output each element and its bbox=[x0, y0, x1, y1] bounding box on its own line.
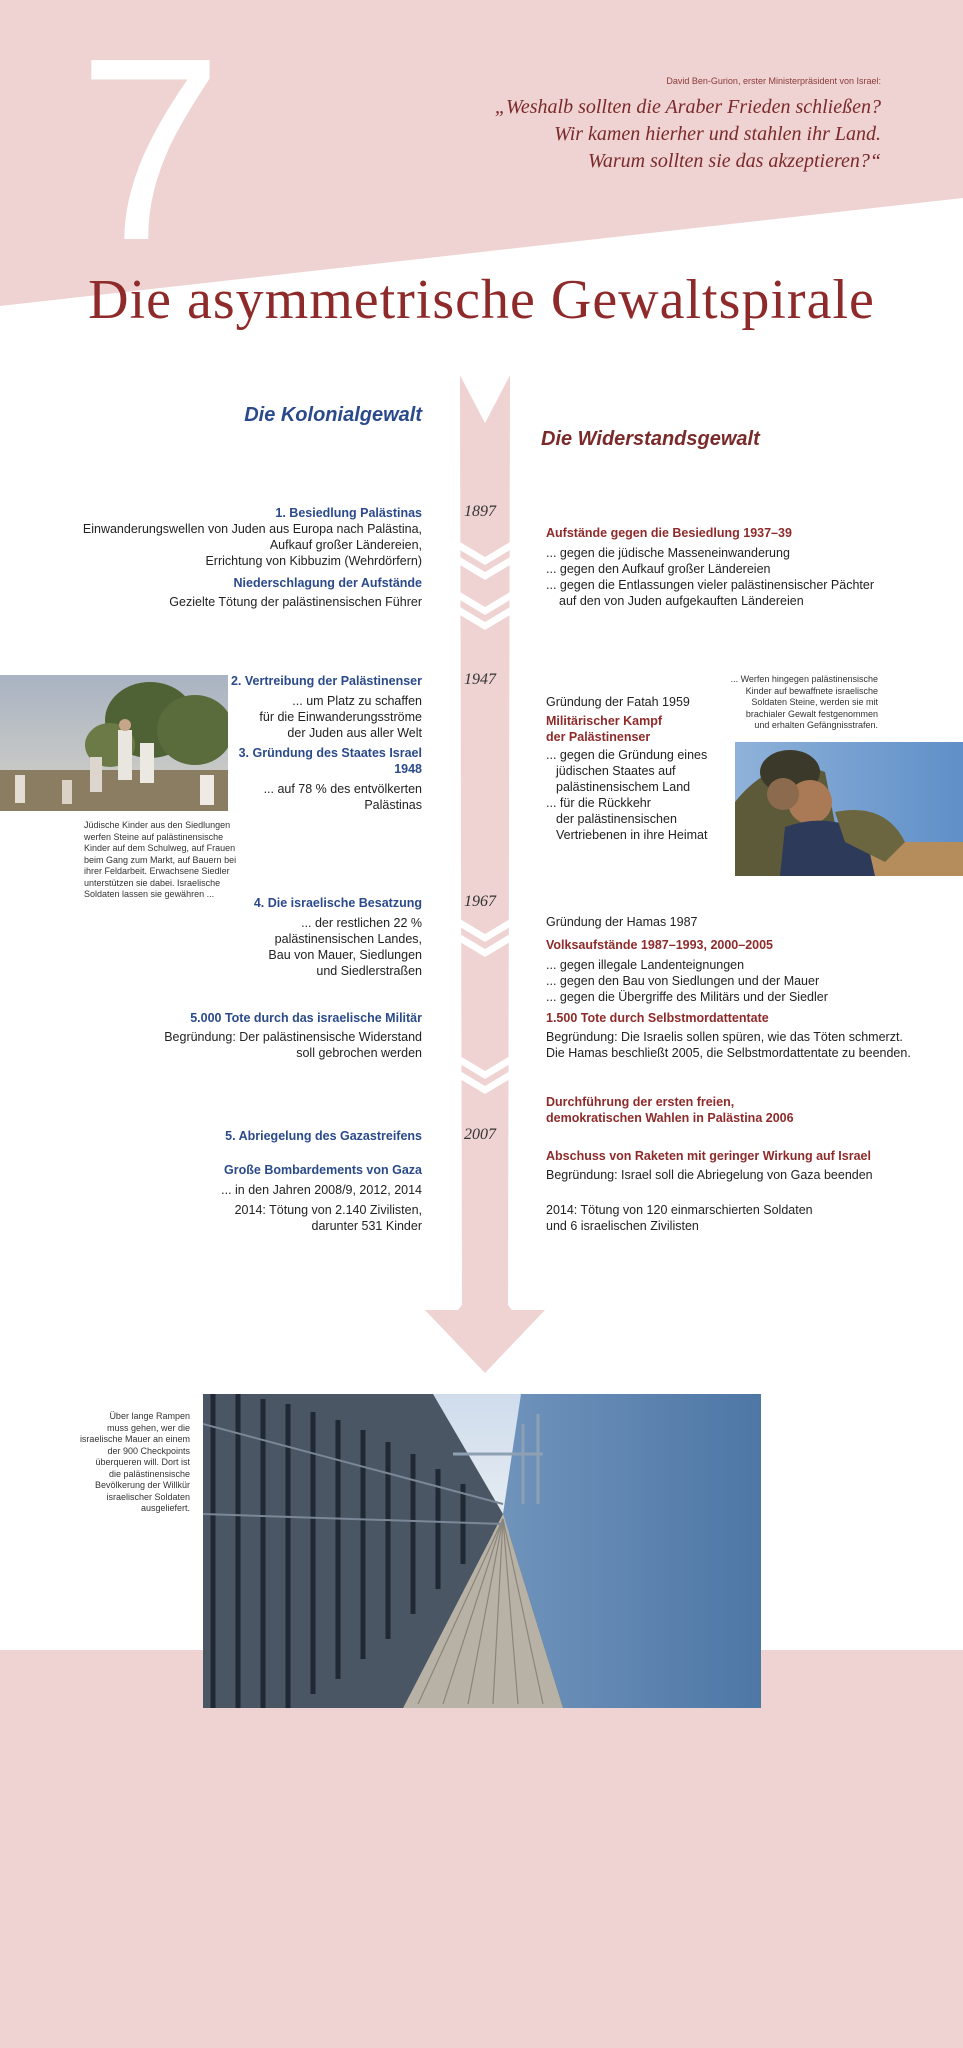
section-text: auf den von Juden aufgekauften Ländereien bbox=[559, 594, 804, 608]
checkpoint-ramp-photo bbox=[203, 1394, 761, 1708]
section-title: Durchführung der ersten freien, bbox=[546, 1095, 735, 1109]
section-text: ... auf 78 % des entvölkerten bbox=[263, 782, 422, 796]
section-title: 1.500 Tote durch Selbstmordattentate bbox=[546, 1011, 769, 1025]
right-section-3 bbox=[546, 914, 828, 1005]
caption-line: Jüdische Kinder aus den Siedlungen bbox=[84, 820, 231, 830]
section-text: Begründung: Israel soll die Abriegelung von Gaza beenden bbox=[546, 1168, 873, 1182]
caption-line: Über lange Rampen bbox=[109, 1411, 190, 1421]
year-label: 1967 bbox=[464, 893, 496, 910]
caption-line: brachialer Gewalt festgenommen bbox=[745, 708, 878, 719]
section-text: ... gegen die jüdische Masseneinwanderung bbox=[546, 546, 790, 560]
section-title: 4. Die israelische Besatzung bbox=[253, 896, 422, 910]
section-text: Gezielte Tötung der palästinensischen Führer bbox=[169, 595, 422, 609]
section-text: für die Einwanderungsströme bbox=[259, 710, 422, 724]
section-title: Militärischer Kampf bbox=[546, 714, 663, 728]
quote-line: Warum sollten sie das akzeptieren?“ bbox=[588, 150, 881, 172]
section-text: Palästinas bbox=[364, 798, 422, 812]
section-text: Gründung der Hamas 1987 bbox=[546, 915, 698, 929]
section-text: ... gegen illegale Landenteignungen bbox=[546, 958, 745, 972]
section-title: demokratischen Wahlen in Palästina 2006 bbox=[546, 1111, 794, 1125]
left-column-heading: Die Kolonialgewalt bbox=[244, 404, 422, 426]
section-text: der palästinensischen bbox=[556, 812, 677, 826]
section-text: 2014: Tötung von 120 einmarschierten Soldaten bbox=[546, 1203, 813, 1217]
right-section-3b bbox=[546, 1010, 911, 1061]
section-text: Gründung der Fatah 1959 bbox=[546, 695, 690, 709]
section-text: ... gegen die Übergriffe des Militärs und der Siedler bbox=[546, 990, 828, 1004]
caption-line: die palästinensische bbox=[108, 1468, 190, 1479]
section-text: palästinensischem Land bbox=[556, 780, 691, 794]
section-title: 1948 bbox=[394, 762, 422, 776]
caption-line: ihrer Feldarbeit. Erwachsene Siedler bbox=[84, 866, 230, 876]
left-section-4 bbox=[254, 895, 422, 979]
section-text: Errichtung von Kibbuzim (Wehrdörfern) bbox=[205, 554, 422, 568]
section-text: Bau von Mauer, Siedlungen bbox=[268, 948, 422, 962]
quote-line: Wir kamen hierher und stahlen ihr Land. bbox=[554, 123, 881, 145]
section-text: ... gegen die Entlassungen vieler palästinensischer Pächter bbox=[546, 578, 874, 592]
section-text: Einwanderungswellen von Juden aus Europa nach Palästina, bbox=[82, 522, 422, 536]
right-section-5 bbox=[546, 1148, 873, 1234]
section-text: Vertriebenen in ihre Heimat bbox=[556, 828, 708, 842]
section-title: Volksaufstände 1987–1993, 2000–2005 bbox=[546, 938, 774, 952]
section-text: palästinensischen Landes, bbox=[274, 932, 422, 946]
left-section-4b bbox=[164, 1010, 422, 1061]
pink-background-bottom bbox=[0, 1650, 963, 2048]
section-text: ... in den Jahren 2008/9, 2012, 2014 bbox=[221, 1183, 422, 1197]
quote bbox=[361, 94, 881, 175]
section-title: 2. Vertreibung der Palästinenser bbox=[230, 674, 422, 688]
timeline-arrow bbox=[420, 375, 550, 1375]
section-text: soll gebrochen werden bbox=[296, 1046, 422, 1060]
section-title: 5. Abriegelung des Gazastreifens bbox=[225, 1129, 422, 1143]
section-text: und 6 israelischen Zivilisten bbox=[546, 1219, 699, 1233]
quote-source: David Ben-Gurion, erster Ministerpräsident von Israel: bbox=[666, 76, 881, 86]
caption-line: ausgeliefert. bbox=[140, 1503, 190, 1513]
section-title: Aufstände gegen die Besiedlung 1937–39 bbox=[546, 526, 792, 540]
section-text: ... gegen den Bau von Siedlungen und der Mauer bbox=[546, 974, 820, 988]
caption-line: israelische Mauer an einem bbox=[79, 1434, 190, 1444]
caption-line: Kinder auf dem Schulweg, auf Frauen bbox=[84, 843, 236, 853]
section-title: Niederschlagung der Aufstände bbox=[233, 576, 422, 590]
section-text: Begründung: Der palästinensische Widerstand bbox=[164, 1030, 422, 1044]
right-section-4 bbox=[546, 1094, 794, 1126]
right-photo-caption bbox=[718, 674, 878, 732]
section-text: der Juden aus aller Welt bbox=[287, 726, 422, 740]
right-column-heading: Die Widerstandsgewalt bbox=[541, 428, 760, 450]
section-text: Aufkauf großer Ländereien, bbox=[269, 538, 422, 552]
section-text: ... der restlichen 22 % bbox=[301, 916, 422, 930]
year-label: 2007 bbox=[464, 1126, 496, 1143]
section-title: der Palästinenser bbox=[546, 730, 651, 744]
caption-line: Kinder auf bewaffnete israelische bbox=[745, 685, 878, 696]
caption-line: überqueren will. Dort ist bbox=[95, 1457, 190, 1467]
caption-line: werfen Steine auf palästinensische bbox=[84, 831, 224, 842]
section-text: und Siedlerstraßen bbox=[316, 964, 422, 978]
caption-line: unterstützen sie dabei. Israelische bbox=[84, 877, 221, 888]
section-title: 3. Gründung des Staates Israel bbox=[238, 746, 422, 760]
left-section-2 bbox=[231, 673, 422, 813]
left-section-1 bbox=[83, 505, 422, 610]
section-text: jüdischen Staates auf bbox=[556, 764, 676, 778]
right-section-1 bbox=[546, 525, 874, 609]
caption-line: muss gehen, wer die bbox=[106, 1422, 190, 1433]
page-title: Die asymmetrische Gewaltspirale bbox=[88, 269, 875, 331]
settler-children-photo bbox=[0, 675, 228, 811]
caption-line: Soldaten Steine, werden sie mit bbox=[751, 697, 878, 707]
section-title: 5.000 Tote durch das israelische Militär bbox=[190, 1011, 422, 1025]
left-section-5 bbox=[221, 1128, 422, 1234]
section-text: ... für die Rückkehr bbox=[546, 796, 651, 810]
caption-line: der 900 Checkpoints bbox=[107, 1445, 190, 1456]
caption-line: Bevölkerung der Willkür bbox=[94, 1480, 190, 1490]
section-text: Die Hamas beschließt 2005, die Selbstmordattentate zu beenden. bbox=[546, 1046, 911, 1060]
section-text: 2014: Tötung von 2.140 Zivilisten, bbox=[234, 1203, 422, 1217]
left-photo-caption bbox=[84, 820, 244, 901]
quote-line: „Weshalb sollten die Araber Frieden schließen? bbox=[494, 96, 881, 118]
section-text: Begründung: Die Israelis sollen spüren, wie das Töten schmerzt. bbox=[546, 1030, 903, 1044]
caption-line: ... Werfen hingegen palästinensische bbox=[730, 674, 878, 684]
section-text: ... gegen die Gründung eines bbox=[546, 748, 708, 762]
year-label: 1947 bbox=[464, 671, 496, 688]
right-section-2 bbox=[546, 694, 707, 843]
section-text: darunter 531 Kinder bbox=[311, 1219, 422, 1233]
chapter-number: 7 bbox=[78, 5, 223, 295]
caption-line: beim Gang zum Markt, auf Bauern bei bbox=[84, 854, 237, 865]
caption-line: israelischer Soldaten bbox=[106, 1491, 190, 1502]
section-title: 1. Besiedlung Palästinas bbox=[275, 506, 422, 520]
section-title: Abschuss von Raketen mit geringer Wirkung auf Israel bbox=[546, 1149, 871, 1163]
section-title: Große Bombardements von Gaza bbox=[224, 1163, 422, 1177]
caption-line: Soldaten lassen sie gewähren ... bbox=[84, 889, 215, 899]
year-label: 1897 bbox=[464, 503, 496, 520]
section-text: ... um Platz zu schaffen bbox=[292, 694, 422, 708]
wall-photo-caption bbox=[70, 1411, 190, 1515]
arrested-child-photo bbox=[735, 742, 963, 876]
section-text: ... gegen den Aufkauf großer Ländereien bbox=[546, 562, 771, 576]
caption-line: und erhalten Gefängnisstrafen. bbox=[754, 720, 878, 730]
